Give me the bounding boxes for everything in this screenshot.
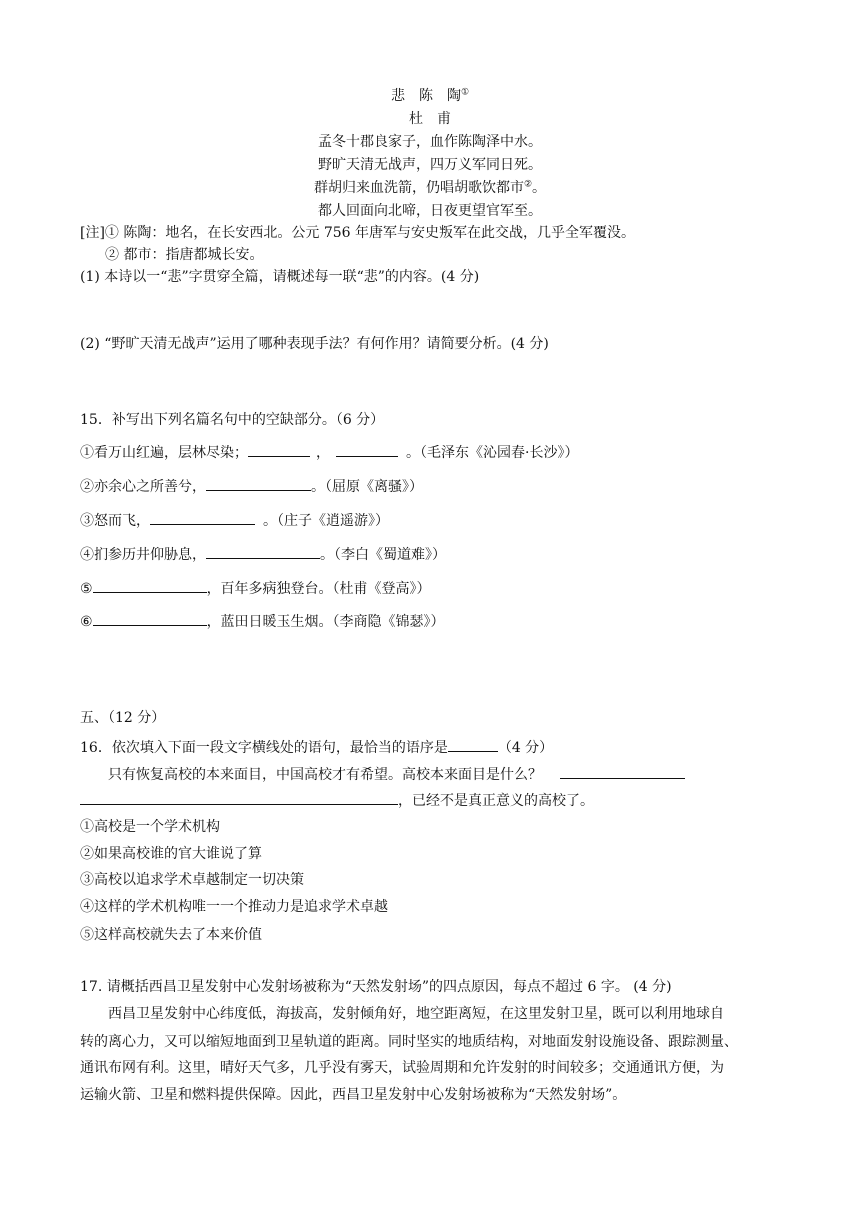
poem-title xyxy=(0,87,860,105)
poem-line-3 xyxy=(0,179,860,197)
q16-para-blank-1[interactable] xyxy=(560,764,685,779)
section-5-title: 五、（12 分） xyxy=(80,710,166,726)
q15-item-4-prefix: ④扪参历井仰胁息， xyxy=(80,547,206,563)
question-15-item-6 xyxy=(80,611,445,631)
question-16-paragraph-line-1 xyxy=(108,764,685,784)
footnote-1: [注]① 陈陶：地名，在长安西北。公元 756 年唐军与安史叛军在此交战，几乎全军覆没。 xyxy=(80,225,635,241)
q15-item-1-sep: ， xyxy=(316,445,330,461)
q15-item-2-source: 。（屈原《离骚》） xyxy=(311,479,423,495)
question-14-2: (2) “野旷天清无战声”运用了哪种表现手法？有何作用？请简要分析。(4 分) xyxy=(80,336,549,352)
q16-score: （4 分） xyxy=(497,740,554,756)
q15-item-1-blank-1[interactable] xyxy=(248,442,310,457)
question-15-item-5 xyxy=(80,578,431,598)
q16-option-5: ⑤这样高校就失去了本来价值 xyxy=(80,927,262,943)
question-15-item-3 xyxy=(80,510,389,530)
q15-item-3-source: 。（庄子《逍遥游》） xyxy=(263,513,389,529)
q15-item-6-blank[interactable] xyxy=(93,611,207,626)
poem-line-1: 孟冬十郡良家子，血作陈陶泽中水。 xyxy=(318,134,542,150)
poem-line-2: 野旷天清无战声，四万义军同日死。 xyxy=(318,157,542,173)
q15-item-4-blank[interactable] xyxy=(206,544,320,559)
question-15-item-1 xyxy=(80,442,578,462)
poem-line-3-text: 群胡归来血洗箭，仍唱胡歌饮都市 xyxy=(313,180,524,196)
question-15-title: 15．补写出下列名篇名句中的空缺部分。（6 分） xyxy=(80,412,385,428)
q16-answer-blank[interactable] xyxy=(448,737,498,752)
question-14-1: (1) 本诗以一“悲”字贯穿全篇，请概述每一联“悲”的内容。(4 分) xyxy=(80,269,480,285)
poem-author: 杜 甫 xyxy=(409,111,451,127)
q15-item-3-prefix: ③怒而飞， xyxy=(80,513,150,529)
q15-item-5-prefix: ⑤ xyxy=(80,581,93,597)
q15-item-1-source: 。（毛泽东《沁园春·长沙》） xyxy=(406,445,579,461)
q15-item-4-source: 。（李白《蜀道难》） xyxy=(320,547,446,563)
q17-passage-line-3: 通讯布网有利。这里，晴好天气多，几乎没有雾天，试验周期和允许发射的时间较多；交通通讯方便，为 xyxy=(80,1060,724,1076)
question-15-item-2 xyxy=(80,476,423,496)
poem-line-3-footnote-mark: ② xyxy=(523,179,533,190)
question-15-item-4 xyxy=(80,544,446,564)
q16-option-4: ④这样的学术机构唯一一个推动力是追求学术卓越 xyxy=(80,899,388,915)
q16-para-text: 只有恢复高校的本来面目，中国高校才有希望。高校本来面目是什么？ xyxy=(108,767,542,783)
q16-para-end: ，已经不是真正意义的高校了。 xyxy=(398,793,594,809)
q16-title-text: 16．依次填入下面一段文字横线处的语句，最恰当的语序是 xyxy=(80,740,448,756)
q16-option-2: ②如果高校谁的官大谁说了算 xyxy=(80,846,262,862)
poem-title-text: 悲 陈 陶 xyxy=(390,88,461,104)
q15-item-6-prefix: ⑥ xyxy=(80,614,93,630)
q17-passage-line-1: 西昌卫星发射中心纬度低，海拔高，发射倾角好，地空距离短，在这里发射卫星，既可以利用地球自 xyxy=(108,1006,724,1022)
q15-item-1-prefix: ①看万山红遍，层林尽染； xyxy=(80,445,248,461)
q15-item-2-blank[interactable] xyxy=(206,476,311,491)
q15-item-2-prefix: ②亦余心之所善兮， xyxy=(80,479,206,495)
q17-passage-line-4: 运输火箭、卫星和燃料提供保障。因此，西昌卫星发射中心发射场被称为“天然发射场”。 xyxy=(80,1087,627,1103)
q16-option-1: ①高校是一个学术机构 xyxy=(80,819,220,835)
q15-item-3-blank[interactable] xyxy=(150,510,255,525)
footnote-2: ② 都市：指唐都城长安。 xyxy=(105,247,264,263)
poem-line-3-end: 。 xyxy=(532,180,547,196)
poem-line-4: 都人回面向北啼，日夜更望官军至。 xyxy=(318,203,542,219)
q17-passage-line-2: 转的离心力，又可以缩短地面到卫星轨道的距离。同时坚实的地质结构，对地面发射设施设备、跟踪测量、 xyxy=(80,1034,738,1050)
q16-para-blank-2[interactable] xyxy=(80,790,398,805)
question-17-title: 17. 请概括西昌卫星发射中心发射场被称为“天然发射场”的四点原因，每点不超过 6 字。 (4 分) xyxy=(80,979,672,995)
q16-option-3: ③高校以追求学术卓越制定一切决策 xyxy=(80,872,304,888)
question-16-paragraph-line-2 xyxy=(80,790,594,810)
question-16-title xyxy=(80,737,553,757)
q15-item-5-blank[interactable] xyxy=(93,578,207,593)
q15-item-1-blank-2[interactable] xyxy=(336,442,398,457)
q15-item-5-source: ，百年多病独登台。（杜甫《登高》） xyxy=(206,581,431,597)
poem-title-footnote-mark: ① xyxy=(460,87,470,98)
q15-item-6-source: ，蓝田日暖玉生烟。（李商隐《锦瑟》） xyxy=(206,614,445,630)
